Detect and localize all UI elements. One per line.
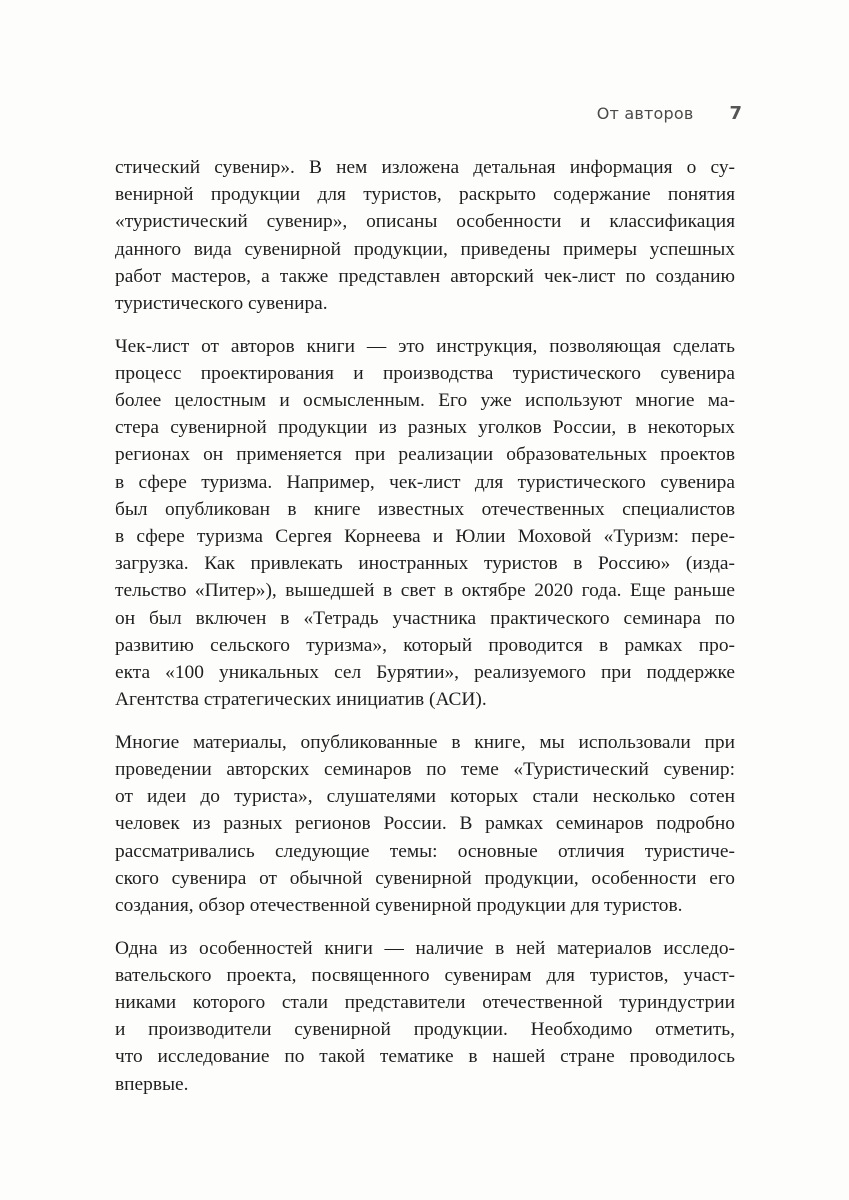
text-line: работ мастеров, а также представлен авторский чек-лист по созданию [115, 265, 735, 287]
paragraph [115, 729, 735, 919]
text-line: создания, обзор отечественной сувенирной продукции для туристов. [115, 894, 683, 916]
text-line: загрузка. Как привлекать иностранных туристов в Россию» (изда- [115, 553, 735, 575]
text-line: венирной продукции для туристов, раскрыто содержание понятия [115, 184, 735, 206]
text-line: екта «100 уникальных сел Бурятии», реализуемого при поддержке [115, 661, 735, 683]
text-line: в сфере туризма Сергея Корнеева и Юлии Моховой «Туризм: пере- [115, 525, 735, 547]
text-line: в сфере туризма. Например, чек-лист для туристического сувенира [115, 471, 735, 493]
text-line: процесс проектирования и производства туристического сувенира [115, 362, 735, 384]
text-line: «туристический сувенир», описаны особенности и классификация [115, 211, 735, 233]
text-line: более целостным и осмысленным. Его уже используют многие ма- [115, 390, 735, 411]
section-title: От авторов [596, 104, 694, 123]
text-line: туристического сувенира. [115, 292, 328, 314]
text-line: ского сувенира от обычной сувенирной продукции, особенности его [115, 867, 735, 889]
paragraph [115, 935, 735, 1098]
paragraph [115, 333, 735, 714]
text-line: стический сувенир». В нем изложена детальная информация о су- [115, 157, 735, 178]
text-line: вательского проекта, посвященного сувенирам для туристов, участ- [115, 964, 735, 986]
text-line: Чек-лист от авторов книги — это инструкция, позволяющая сделать [115, 335, 735, 357]
text-line: человек из разных регионов России. В рамках семинаров подробно [115, 813, 735, 835]
page-number: 7 [729, 103, 742, 124]
text-line: регионах он применяется при реализации образовательных проектов [115, 444, 735, 466]
paragraph [115, 154, 735, 317]
text-line: рассматривались следующие темы: основные отличия туристиче- [115, 840, 735, 862]
text-line: тельство «Питер»), вышедшей в свет в октябре 2020 года. Еще раньше [115, 580, 735, 602]
text-line: впервые. [115, 1073, 189, 1095]
text-line: от идеи до туриста», слушателями которых стали несколько сотен [115, 786, 735, 808]
text-line: и производители сувенирной продукции. Необходимо отметить, [115, 1019, 735, 1041]
text-line: проведении авторских семинаров по теме «Туристический сувенир: [115, 758, 735, 780]
body-text [115, 154, 735, 1113]
text-line: был опубликован в книге известных отечественных специалистов [115, 498, 735, 520]
running-head [597, 103, 742, 129]
text-line: Многие материалы, опубликованные в книге, мы использовали при [115, 731, 735, 753]
text-line: никами которого стали представители отечественной туриндустрии [115, 991, 735, 1013]
text-line: развитию сельского туризма», который проводится в рамках про- [115, 634, 735, 656]
text-line: данного вида сувенирной продукции, приведены примеры успешных [115, 238, 735, 260]
text-line: Агентства стратегических инициатив (АСИ). [115, 689, 487, 711]
text-line: стера сувенирной продукции из разных уголков России, в некоторых [115, 417, 735, 439]
text-line: что исследование по такой тематике в нашей стране проводилось [115, 1046, 735, 1068]
text-line: он был включен в «Тетрадь участника практического семинара по [115, 607, 735, 629]
text-line: Одна из особенностей книги — наличие в ней материалов исследо- [115, 937, 735, 959]
